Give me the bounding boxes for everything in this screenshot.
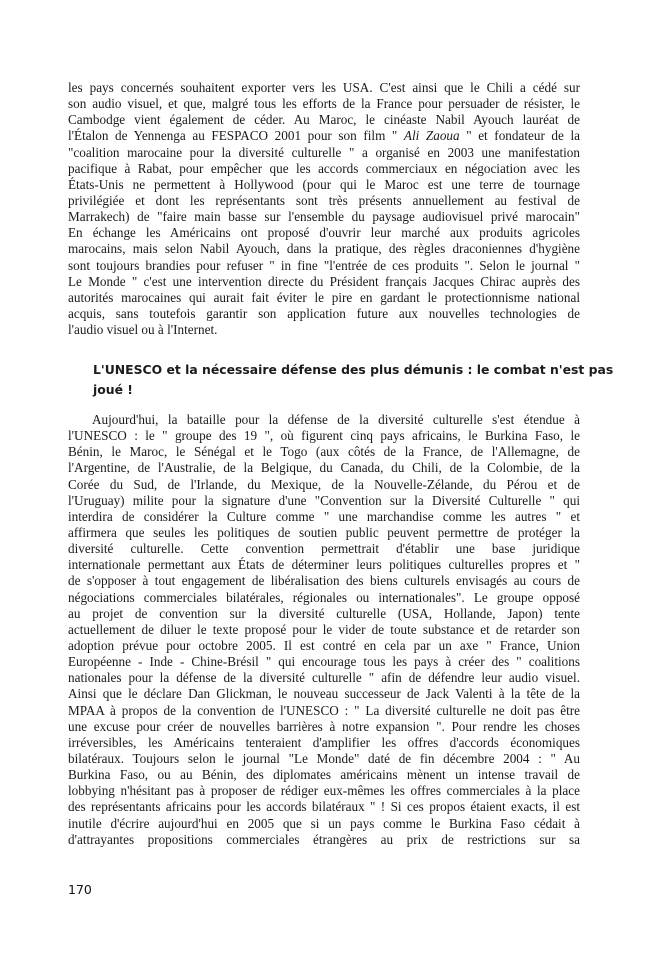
text-line: affirmera que seules les politiques de soutien public peuvent permettre de protéger la [68, 524, 580, 540]
text-line: pacifique à Rabat, pour empêcher que les accords commerciaux en négociation avec les [68, 160, 580, 176]
text-line: Bénin, le Maroc, le Sénégal et le Togo (aux côtés de la France, de l'Allemagne, de [68, 444, 580, 460]
text-line: autorités marocaines qui aurait fait éviter le pire en gardant le protectionnisme national [68, 289, 580, 305]
text-line: l'Argentine, de l'Australie, de la Belgique, du Canada, du Chili, de la Colombie, de la [68, 460, 580, 476]
paragraph-morocco-audiovisual [68, 80, 580, 338]
text-line: lobbying n'hésitant pas à proposer de rédiger eux-mêmes les offres commerciales à la place [68, 783, 580, 799]
text-line: Européenne - Inde - Chine-Brésil " qui encourage tous les pays à créer des " coalitions [68, 654, 580, 670]
text-line: négociations commerciales bilatérales, régionales ou internationales". Le groupe opposé [68, 589, 580, 605]
text-line: acquis, sans toutefois garantir son application future aux nouvelles technologies de [68, 305, 580, 321]
text-line: son audio visuel, et que, malgré tous les efforts de la France pour persuader de résister, le [68, 96, 580, 112]
text-line: une excuse pour créer de nouvelles barrières à notre expansion ". Pour rendre les choses [68, 718, 580, 734]
text-line: interdira de considérer la Culture comme " une marchandise comme les autres " et [68, 508, 580, 524]
text-line: bilatéraux. Toujours selon le journal "Le Monde" daté de fin décembre 2004 : " Au [68, 750, 580, 766]
text-line: privilégiée et dont les représentants sont très présents annuellement au festival de [68, 192, 580, 208]
text-line: inutile d'écrire aujourd'hui en 2005 que si un pays comme le Burkina Faso cédait à [68, 815, 580, 831]
text-line: Burkina Faso, ou au Bénin, des diplomates américains mènent un intense travail de [68, 767, 580, 783]
text-line: Marrakech) de "faire main basse sur l'ensemble du paysage audiovisuel privé marocain" [68, 209, 580, 225]
text-line: Ainsi que le déclare Dan Glickman, le nouveau successeur de Jack Valenti à la tête de la [68, 686, 580, 702]
text-line: l'UNESCO : le " groupe des 19 ", où figurent cinq pays africains, le Burkina Faso, le [68, 428, 580, 444]
text-line: marocains, mais selon Nabil Ayouch, dans la pratique, des règles draconiennes d'hygiène [68, 241, 580, 257]
text-line: Cambodge vient également de céder. Au Maroc, le cinéaste Nabil Ayouch lauréat de [68, 112, 580, 128]
text-line: l'Uruguay) milite pour la signature d'une "Convention sur la Diversité Culturelle " qui [68, 492, 580, 508]
text-line: Le Monde " c'est une intervention directe du Président français Jacques Chirac auprès des [68, 273, 580, 289]
text-line: Corée du Sud, de l'Irlande, du Mexique, de la Nouvelle-Zélande, du Pérou et de [68, 476, 580, 492]
text-line: En échange les Américains ont proposé d'ouvrir leur marché aux produits agricoles [68, 225, 580, 241]
text-line: L'UNESCO et la nécessaire défense des plus démunis : le combat n'est pas [93, 362, 614, 377]
text-line: actuellement de diluer le texte proposé pour le vider de toute substance et de retarder son [68, 621, 580, 637]
paragraph-unesco-convention [68, 412, 580, 848]
text-line: de s'opposer à tout engagement de libéralisation des biens culturels envisagés au cours de [68, 573, 580, 589]
text-line: internationale permettant aux États de déterminer leurs politiques culturelles propres et " [68, 557, 580, 573]
text-line: "coalition marocaine pour la diversité culturelle " a organisé en 2003 une manifestation [68, 144, 580, 160]
text-line: nationales pour la défense de la diversité culturelle " afin de défendre leur audio visuel. [68, 670, 580, 686]
text-line: joué ! [93, 382, 133, 397]
section-heading [93, 360, 614, 400]
text-line: des représentants africains pour les accords bilatéraux " ! Si ces propos étaient exacts, il est [68, 799, 580, 815]
text-line: l'Étalon de Yennenga au FESPACO 2001 pour son film " Ali Zaoua " et fondateur de la [68, 128, 580, 144]
text-line: sont toujours brandies pour refuser " in fine "l'entrée de ces produits ". Selon le journal " [68, 257, 580, 273]
text-line: l'audio visuel ou à l'Internet. [68, 322, 218, 338]
text-line: les pays concernés souhaitent exporter vers les USA. C'est ainsi que le Chili a cédé sur [68, 80, 580, 95]
page-number: 170 [68, 882, 92, 897]
text-line: États-Unis ne permettent à Hollywood (pour qui le Maroc est une terre de tournage [68, 176, 580, 192]
text-line: MPAA à propos de la convention de l'UNESCO : " La diversité culturelle ne doit pas être [68, 702, 580, 718]
text-line: Aujourd'hui, la bataille pour la défense de la diversité culturelle s'est étendue à [92, 412, 580, 427]
text-line: d'attrayantes propositions commerciales étrangères au prix de restrictions sur sa [68, 831, 580, 847]
text-line: irréversibles, les Américains tenteraient d'amplifier les offres d'accords économiques [68, 734, 580, 750]
text-line: diversité culturelle. Cette convention permettrait d'établir une base juridique [68, 541, 580, 557]
text-line: au projet de convention sur la diversité culturelle (USA, Hollande, Japon) tente [68, 605, 580, 621]
text-line: adoption prévue pour octobre 2005. Il est contré en cela par un axe " France, Union [68, 637, 580, 653]
